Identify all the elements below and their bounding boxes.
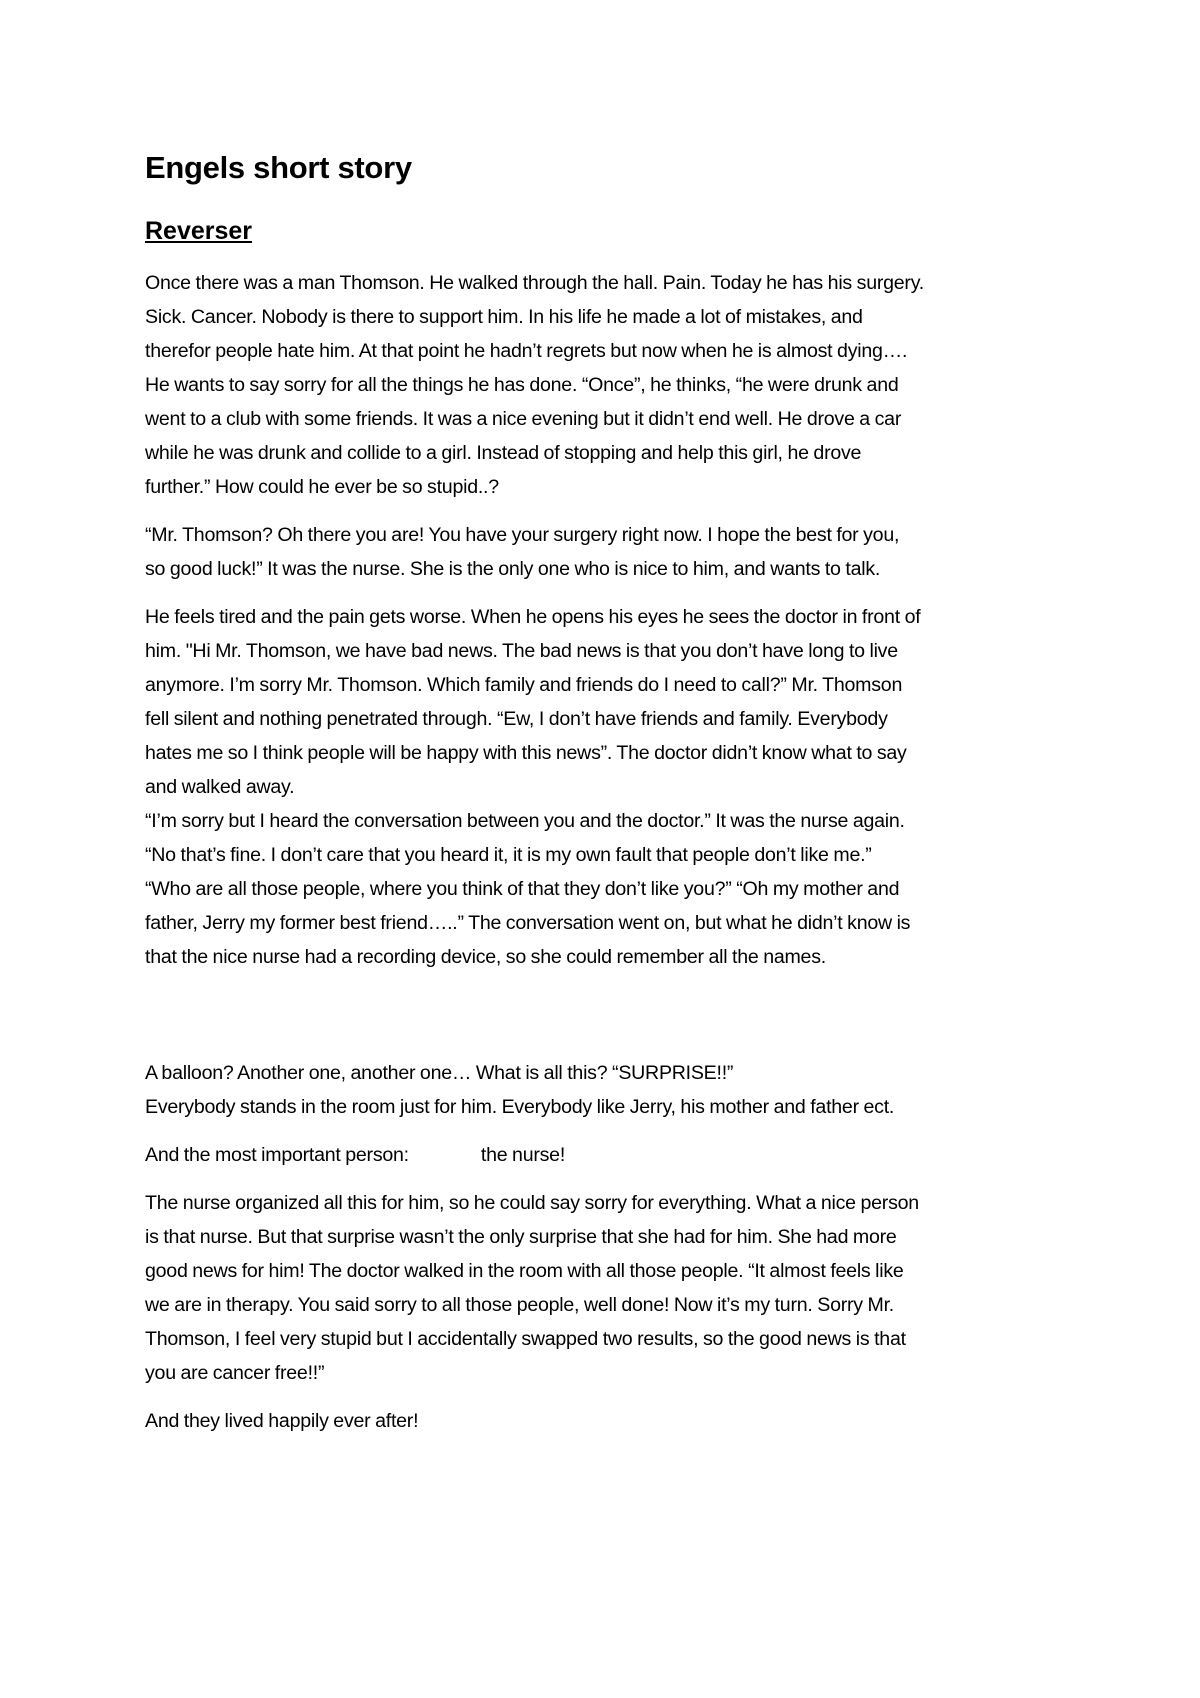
text-line: And they lived happily ever after! xyxy=(145,1410,419,1432)
text-line: father, Jerry my former best friend…..” The conversation went on, but what he didn’t know is xyxy=(145,912,911,934)
text-segment: the nurse! xyxy=(480,1144,566,1166)
text-line: and walked away. xyxy=(145,776,295,798)
text-line: is that nurse. But that surprise wasn’t the only surprise that she had for him. She had more xyxy=(145,1226,897,1248)
text-line: “Mr. Thomson? Oh there you are! You have your surgery right now. I hope the best for you, xyxy=(145,524,900,546)
document-title: Engels short story xyxy=(145,150,412,185)
text-line: while he was drunk and collide to a girl. Instead of stopping and help this girl, he drove xyxy=(145,442,862,464)
text-line: He feels tired and the pain gets worse. When he opens his eyes he sees the doctor in front of xyxy=(145,606,921,628)
paragraph-good-news xyxy=(145,1186,1070,1390)
text-line: Everybody stands in the room just for him. Everybody like Jerry, his mother and father ect. xyxy=(145,1096,895,1118)
text-line: “I’m sorry but I heard the conversation between you and the doctor.” It was the nurse again. xyxy=(145,810,905,832)
text-line: hates me so I think people will be happy with this news”. The doctor didn’t know what to say xyxy=(145,742,907,764)
paragraph-ending xyxy=(145,1404,1070,1438)
paragraph-doctor xyxy=(145,600,1070,974)
text-segment: And the most important person: xyxy=(145,1144,409,1166)
text-line: him. "Hi Mr. Thomson, we have bad news. The bad news is that you don’t have long to live xyxy=(145,640,898,662)
paragraph-nurse xyxy=(145,518,1070,586)
text-line: Once there was a man Thomson. He walked through the hall. Pain. Today he has his surgery. xyxy=(145,272,924,294)
text-line: therefor people hate him. At that point he hadn’t regrets but now when he is almost dying…. xyxy=(145,340,908,362)
text-line: so good luck!” It was the nurse. She is the only one who is nice to him, and wants to talk. xyxy=(145,558,881,580)
text-line: you are cancer free!!” xyxy=(145,1362,325,1384)
text-line: went to a club with some friends. It was a nice evening but it didn’t end well. He drove a car xyxy=(145,408,902,430)
text-line: The nurse organized all this for him, so he could say sorry for everything. What a nice person xyxy=(145,1192,919,1214)
text-line: that the nice nurse had a recording device, so she could remember all the names. xyxy=(145,946,826,968)
text-line: Thomson, I feel very stupid but I accidentally swapped two results, so the good news is that xyxy=(145,1328,906,1350)
text-line: A balloon? Another one, another one… What is all this? “SURPRISE!!” xyxy=(145,1062,734,1084)
text-line: “No that’s fine. I don’t care that you heard it, it is my own fault that people don’t like me.” xyxy=(145,844,872,866)
text-line: further.” How could he ever be so stupid..? xyxy=(145,476,499,498)
story-title: Reverser xyxy=(145,217,253,245)
paragraph-surprise xyxy=(145,1056,1070,1124)
text-line: good news for him! The doctor walked in the room with all those people. “It almost feels like xyxy=(145,1260,904,1282)
text-line: “Who are all those people, where you think of that they don’t like you?” “Oh my mother and xyxy=(145,878,900,900)
text-line: fell silent and nothing penetrated through. “Ew, I don’t have friends and family. Everybody xyxy=(145,708,888,730)
text-line: Sick. Cancer. Nobody is there to support him. In his life he made a lot of mistakes, and xyxy=(145,306,863,328)
text-line: we are in therapy. You said sorry to all those people, well done! Now it’s my turn. Sorry Mr. xyxy=(145,1294,894,1316)
text-line: anymore. I’m sorry Mr. Thomson. Which family and friends do I need to call?” Mr. Thomson xyxy=(145,674,903,696)
paragraph-important-person xyxy=(145,1138,1070,1172)
document-content xyxy=(145,150,1070,1438)
text-line: He wants to say sorry for all the things he has done. “Once”, he thinks, “he were drunk and xyxy=(145,374,899,396)
paragraph-intro xyxy=(145,266,1070,504)
